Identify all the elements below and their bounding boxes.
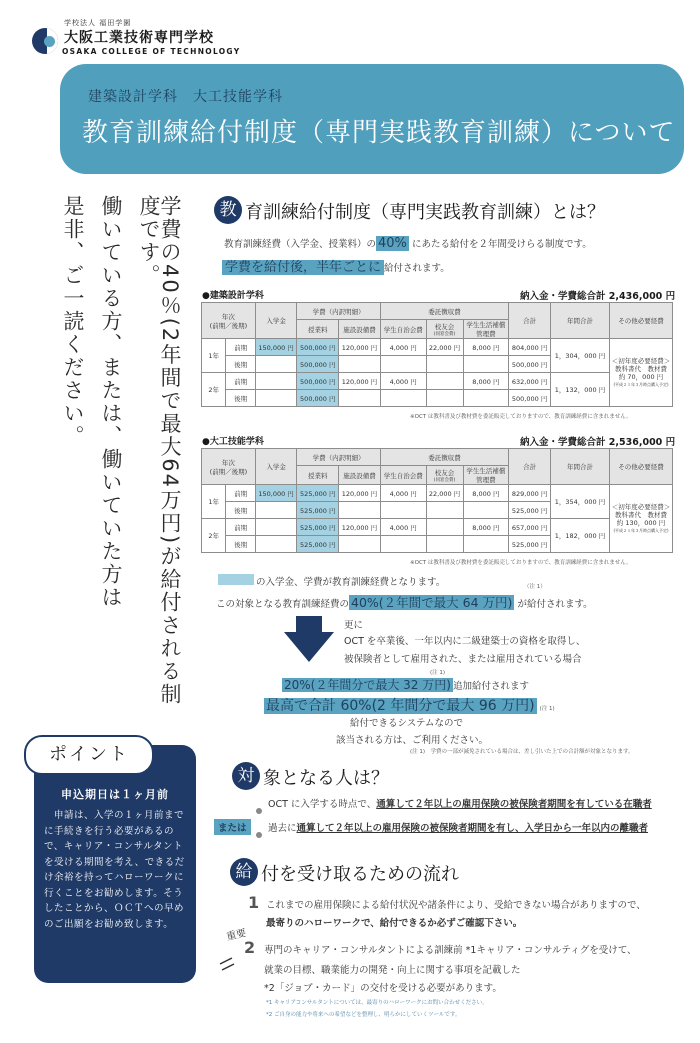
- admission-cell: 150,000 円: [255, 339, 297, 356]
- vertical-lead-3: 是非、ご一読ください。: [61, 195, 85, 448]
- total-cell: 525,000 円: [509, 536, 551, 553]
- other-expenses-line: 教科書代 教材費: [615, 510, 667, 519]
- tuition-cell: 525,000 円: [297, 502, 339, 519]
- other-expenses-line: ＜初年度必要経費＞: [611, 356, 671, 365]
- alumni-header: 校友会 (同窓会費): [426, 466, 463, 485]
- important-label: 重要: [225, 927, 248, 943]
- facility-cell: 120,000 円: [339, 485, 381, 502]
- alumni-cell: [426, 502, 463, 519]
- total-header: 合計: [509, 303, 551, 339]
- council-cell: [380, 536, 426, 553]
- other-expenses-line: 約 130，000 円: [616, 518, 666, 527]
- arch-table-name: ●建築設計学科: [202, 291, 264, 301]
- insurance-cell: 8,000 円: [463, 519, 509, 536]
- tuition-group-header: 学費（内訳明細）: [297, 303, 380, 320]
- tuition-cell: 525,000 円: [297, 536, 339, 553]
- flow-more: 更に: [344, 620, 364, 631]
- council-cell: 4,000 円: [380, 519, 426, 536]
- facility-header: 施設設備費: [339, 320, 381, 339]
- insurance-header: 学生生活補償 管理費: [463, 466, 509, 485]
- flow-line-pre: この対象となる教育訓練経費の: [216, 599, 350, 610]
- other-expenses-note: (平成２１年３月時点購入予定): [613, 381, 669, 387]
- down-arrow-icon: [284, 616, 334, 662]
- term-cell: 後期: [226, 536, 255, 553]
- step1-line2: 最寄りのハローワークで、給付できるか必ずご確認下さい。: [266, 918, 523, 929]
- alumni-sub: (同窓会費): [433, 331, 456, 337]
- year-header: 年次 (前期／後期): [202, 449, 256, 485]
- total-cell: 500,000 円: [509, 356, 551, 373]
- step-footnote-2: *2 ご自身の能力や将来への希望などを整理し、明らかにしていくツールです。: [266, 1012, 461, 1018]
- council-cell: [380, 502, 426, 519]
- yearly-total-header: 年間合計: [550, 303, 609, 339]
- step2-line3: *2「ジョブ・カード」の交付を受ける必要があります。: [264, 983, 502, 994]
- admission-header: 入学金: [255, 449, 297, 485]
- insurance-header: 学生生活補償 管理費: [463, 320, 509, 339]
- other-expenses-line: ＜初年度必要経費＞: [611, 502, 671, 511]
- term-cell: 後期: [226, 502, 255, 519]
- step1-number: 1: [248, 893, 260, 912]
- admission-cell: [255, 390, 297, 407]
- tuition-cell: 525,000 円: [297, 485, 339, 502]
- step2-line1: 専門のキャリア・コンサルタントによる訓練前 *1キャリア・コンサルティグを受けて、: [264, 945, 637, 956]
- arch-fee-table: [201, 302, 673, 407]
- additional-highlight: 20%(２年間分で最大 32 万円): [284, 678, 451, 692]
- tuition-cell: 500,000 円: [297, 356, 339, 373]
- table-row: [202, 339, 673, 356]
- tuition-cell: 500,000 円: [297, 390, 339, 407]
- total-header: 合計: [509, 449, 551, 485]
- yearly-total-header: 年間合計: [550, 449, 609, 485]
- admission-cell: [255, 356, 297, 373]
- target-1: [268, 796, 652, 810]
- flow-note1: （注 1）: [524, 584, 546, 590]
- alumni-header: 校友会 (同窓会費): [426, 320, 463, 339]
- year-cell: 1年: [202, 339, 226, 373]
- other-expenses-cell: [610, 485, 673, 553]
- entrusted-group-header: 委託徴収費: [380, 449, 508, 466]
- total-cell: 657,000 円: [509, 519, 551, 536]
- alumni-cell: 22,000 円: [426, 339, 463, 356]
- insurance-cell: 8,000 円: [463, 339, 509, 356]
- section1-title: 育訓練給付制度（専門実践教育訓練）とは？: [245, 202, 605, 223]
- step-footnote-1: *1 キャリアコンサルタントについては、最寄りのハローワークにお問い合わせください。: [266, 1000, 488, 1006]
- flow-line-highlight: 40%(２年間で最大 64 万円): [351, 595, 513, 610]
- section-circle-kyo: 教: [214, 196, 242, 224]
- total-note: (注 1): [539, 706, 555, 712]
- target-2-bold: 通算して２年以上の雇用保険の被保険者期間を有し、入学日から一年以内の離職者: [296, 823, 649, 834]
- insurance-cell: [463, 390, 509, 407]
- section3-title: 付を受け取るための流れ: [261, 864, 459, 885]
- line1-pre: 教育訓練経費（入学金、授業料）の: [224, 239, 377, 250]
- insurance-cell: 8,000 円: [463, 373, 509, 390]
- alumni-cell: 22,000 円: [426, 485, 463, 502]
- flow-total: [264, 695, 555, 715]
- yearly-total-cell: 1，304，000 円: [550, 339, 609, 373]
- arch-grand-total: 納入金・学費総合計 2,436,000 円: [520, 291, 676, 302]
- yearly-total-cell: 1，132，000 円: [550, 373, 609, 407]
- flow-note-small: (注 1): [430, 670, 446, 676]
- flow-sys1: 給付できるシステムなので: [350, 718, 464, 729]
- step2-line2: 就業の目標、職業能力の開発・向上に関する事項を記載した: [264, 965, 521, 976]
- point-body: 申請は、入学の１ヶ月前までに手続きを行う必要があるので、キャリア・コンサルタントを受ける期間を考え、できるだけ余裕を持ってハローワークに行くことをお勧めします。そうしたことから、ＯＣＴへの早めのご出願をお勧め致します。: [44, 810, 185, 930]
- target-1-pre: OCT に入学する時点で、: [268, 799, 377, 810]
- facility-cell: [339, 502, 381, 519]
- facility-cell: [339, 390, 381, 407]
- section-circle-tai: 対: [232, 762, 260, 790]
- tuition-cell: 500,000 円: [297, 373, 339, 390]
- school-name: 大阪工業技術専門学校: [64, 30, 214, 46]
- legend-text: の入学金、学費が教育訓練経費となります。: [256, 577, 446, 588]
- yearly-total-cell: 1，354，000 円: [550, 485, 609, 519]
- year-cell: 2年: [202, 519, 226, 553]
- flow-line: [216, 593, 593, 611]
- other-expenses-line: 教科書代 教材費: [615, 364, 667, 373]
- section-circle-kyu: 給: [230, 858, 258, 886]
- admission-header: 入学金: [255, 303, 297, 339]
- alumni-sub: (同窓会費): [433, 477, 456, 483]
- target-1-bold: 通算して２年以上の雇用保険の被保険者期間を有している在職者: [376, 799, 652, 810]
- semiannual-highlight: 学費を給付後，半年ごとに: [222, 260, 384, 275]
- council-cell: 4,000 円: [380, 373, 426, 390]
- facility-cell: 120,000 円: [339, 339, 381, 356]
- alumni-cell: [426, 519, 463, 536]
- step1-line1: これまでの雇用保険による給付状況や諸条件により、受給できない場合がありますので、: [266, 900, 646, 911]
- tuition-header: 授業料: [297, 466, 339, 485]
- point-badge: ポイント: [24, 735, 154, 775]
- table-row: [202, 519, 673, 536]
- facility-cell: [339, 536, 381, 553]
- emphasis-marks-icon: [218, 954, 240, 976]
- school-corporation: 学校法人 福田学園: [64, 19, 132, 27]
- carp-fee-table: [201, 448, 673, 553]
- arch-footnote: ※OCT は教科書及び教材費を委託販売しておりますので、教育訓練経費に含まれません。: [410, 414, 632, 420]
- insurance-cell: 8,000 円: [463, 485, 509, 502]
- bullet-2: [256, 823, 262, 842]
- forty-percent-highlight: 40%: [378, 236, 407, 251]
- vertical-lead-2: 働いている方、または、働いていた方は: [99, 195, 123, 609]
- term-cell: 前期: [226, 373, 255, 390]
- council-cell: [380, 390, 426, 407]
- other-expenses-header: その他必要経費: [610, 303, 673, 339]
- section2-title: 象となる人は？: [263, 768, 389, 789]
- tuition-cell: 500,000 円: [297, 339, 339, 356]
- entrusted-group-header: 委託徴収費: [380, 303, 508, 320]
- flow-additional: [282, 676, 529, 693]
- other-expenses-header: その他必要経費: [610, 449, 673, 485]
- flow-sys2: 該当される方は、ご利用ください。: [336, 735, 489, 746]
- flow-footnote: (注 1) 学費の一部が減免されている場合は、差し引いた上での合計額が対象となります。: [410, 749, 634, 755]
- year-cell: 2年: [202, 373, 226, 407]
- alumni-cell: [426, 390, 463, 407]
- school-name-en: OSAKA COLLEGE OF TECHNOLOGY: [62, 47, 241, 56]
- section1-line2: [222, 256, 450, 275]
- term-cell: 前期: [226, 485, 255, 502]
- council-header: 学生自治会費: [380, 320, 426, 339]
- table-row: [202, 485, 673, 502]
- insurance-cell: [463, 502, 509, 519]
- admission-cell: [255, 519, 297, 536]
- carp-table-name: ●大工技能学科: [202, 437, 264, 447]
- legend-swatch: [218, 574, 254, 585]
- line2-post: 給付されます。: [384, 263, 450, 274]
- total-cell: 500,000 円: [509, 390, 551, 407]
- tuition-header: 授業料: [297, 320, 339, 339]
- bullet-1: [256, 799, 262, 818]
- council-header: 学生自治会費: [380, 466, 426, 485]
- tuition-group-header: 学費（内訳明細）: [297, 449, 380, 466]
- flow-line-post: が給付されます。: [517, 599, 593, 610]
- council-cell: [380, 356, 426, 373]
- alumni-cell: [426, 536, 463, 553]
- council-cell: 4,000 円: [380, 339, 426, 356]
- admission-cell: [255, 536, 297, 553]
- total-highlight: 最高で合計 60%(2 年間分で最大 96 万円): [266, 698, 535, 714]
- insurance-cell: [463, 536, 509, 553]
- flow-cond2: 被保険者として雇用された、または雇用されている場合: [344, 654, 582, 665]
- flow-cond1: OCT を卒業後、一年以内に二級建築士の資格を取得し、: [344, 636, 586, 647]
- other-expenses-note: (平成２１年３月時点購入予定): [613, 527, 669, 533]
- total-cell: 632,000 円: [509, 373, 551, 390]
- facility-header: 施設設備費: [339, 466, 381, 485]
- facility-cell: [339, 356, 381, 373]
- vertical-lead-1: 学費の40％(2年間で最大64万円)が給付される制度です。: [137, 195, 182, 707]
- page-title: 教育訓練給付制度（専門実践教育訓練）について: [82, 118, 676, 148]
- carp-footnote: ※OCT は教科書及び教材費を委託販売しておりますので、教育訓練経費に含まれません。: [410, 560, 632, 566]
- target-2: [268, 820, 648, 834]
- target-2-pre: 過去に: [268, 823, 297, 834]
- other-expenses-line: 約 70，000 円: [618, 372, 664, 381]
- admission-cell: [255, 373, 297, 390]
- facility-cell: 120,000 円: [339, 373, 381, 390]
- council-cell: 4,000 円: [380, 485, 426, 502]
- admission-cell: [255, 502, 297, 519]
- total-cell: 525,000 円: [509, 502, 551, 519]
- term-cell: 前期: [226, 519, 255, 536]
- term-cell: 前期: [226, 339, 255, 356]
- insurance-cell: [463, 356, 509, 373]
- facility-cell: 120,000 円: [339, 519, 381, 536]
- carp-grand-total: 納入金・学費総合計 2,536,000 円: [520, 437, 676, 448]
- total-cell: 804,000 円: [509, 339, 551, 356]
- departments-label: 建築設計学科 大工技能学科: [88, 89, 283, 105]
- term-cell: 後期: [226, 390, 255, 407]
- yearly-total-cell: 1，182，000 円: [550, 519, 609, 553]
- line1-post: にあたる給付を２年間受けらる制度です。: [411, 239, 592, 250]
- additional-post: 追加給付されます: [452, 681, 529, 692]
- admission-cell: 150,000 円: [255, 485, 297, 502]
- alumni-cell: [426, 356, 463, 373]
- other-expenses-cell: [610, 339, 673, 407]
- table-row: [202, 373, 673, 390]
- year-header: 年次 (前期／後期): [202, 303, 256, 339]
- point-heading: 申込期日は１ヶ月前: [61, 788, 169, 801]
- or-label: または: [214, 819, 251, 835]
- section1-line1: [224, 236, 592, 251]
- alumni-cell: [426, 373, 463, 390]
- tuition-cell: 525,000 円: [297, 519, 339, 536]
- total-cell: 829,000 円: [509, 485, 551, 502]
- school-logo: [32, 28, 58, 54]
- year-cell: 1年: [202, 485, 226, 519]
- term-cell: 後期: [226, 356, 255, 373]
- step2-number: 2: [244, 938, 256, 957]
